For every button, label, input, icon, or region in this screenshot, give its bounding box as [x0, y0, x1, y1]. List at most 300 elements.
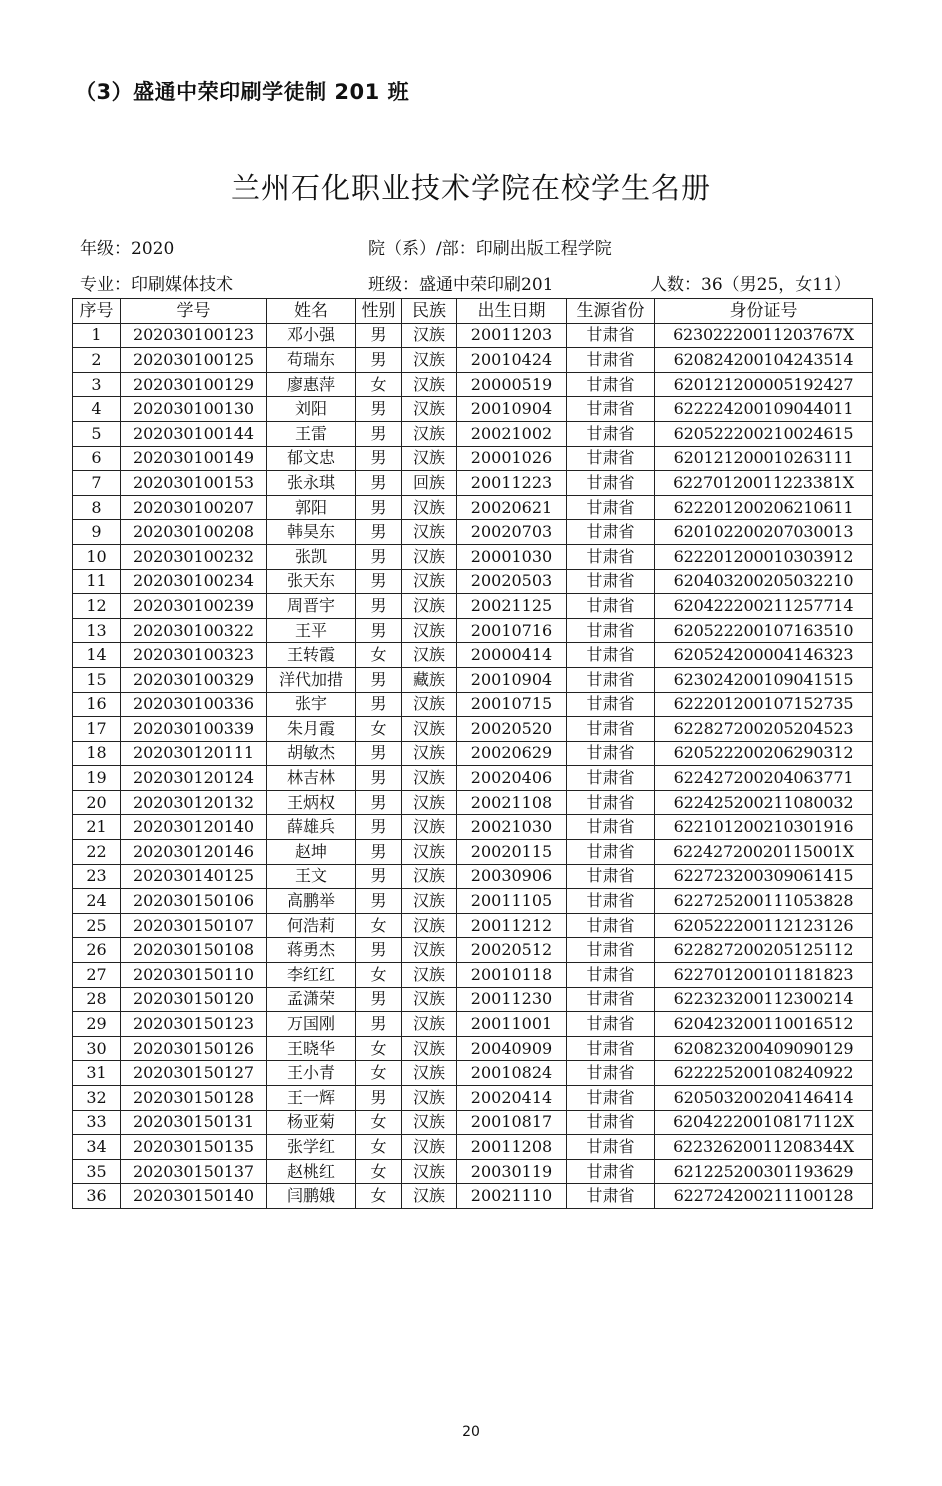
cell-origin-province: 甘肃省 [567, 397, 655, 422]
column-header-ethnicity: 民族 [402, 299, 457, 324]
cell-gender: 男 [356, 397, 402, 422]
cell-gender: 女 [356, 1184, 402, 1209]
table-row [73, 1135, 873, 1160]
cell-ethnicity: 汉族 [402, 1110, 457, 1135]
cell-name: 周晋宇 [267, 594, 356, 619]
cell-student-id: 202030100130 [121, 397, 267, 422]
table-row [73, 569, 873, 594]
cell-gender: 男 [356, 741, 402, 766]
department-label: 院（系）/部：印刷出版工程学院 [368, 239, 612, 259]
cell-name: 王炳权 [267, 790, 356, 815]
cell-name: 何浩莉 [267, 913, 356, 938]
cell-id-card: 622224200109044011 [655, 397, 873, 422]
class-label: 班级：盛通中荣印刷201 [368, 275, 554, 295]
cell-origin-province: 甘肃省 [567, 741, 655, 766]
cell-id-card: 620121200005192427 [655, 372, 873, 397]
table-row [73, 520, 873, 545]
cell-ethnicity: 汉族 [402, 397, 457, 422]
cell-name: 王晓华 [267, 1036, 356, 1061]
cell-gender: 女 [356, 1036, 402, 1061]
cell-birth-date: 20010904 [457, 397, 567, 422]
cell-name: 张永琪 [267, 471, 356, 496]
table-row [73, 1086, 873, 1111]
cell-name: 赵桃红 [267, 1159, 356, 1184]
cell-name: 朱月霞 [267, 717, 356, 742]
cell-origin-province: 甘肃省 [567, 618, 655, 643]
cell-gender: 男 [356, 1012, 402, 1037]
table-row [73, 864, 873, 889]
cell-origin-province: 甘肃省 [567, 1135, 655, 1160]
cell-gender: 男 [356, 421, 402, 446]
cell-ethnicity: 汉族 [402, 963, 457, 988]
cell-origin-province: 甘肃省 [567, 815, 655, 840]
cell-birth-date: 20020520 [457, 717, 567, 742]
cell-index: 17 [73, 717, 121, 742]
cell-student-id: 202030100234 [121, 569, 267, 594]
cell-index: 16 [73, 692, 121, 717]
cell-index: 31 [73, 1061, 121, 1086]
cell-id-card: 620403200205032210 [655, 569, 873, 594]
cell-index: 32 [73, 1086, 121, 1111]
cell-index: 18 [73, 741, 121, 766]
cell-origin-province: 甘肃省 [567, 1036, 655, 1061]
cell-birth-date: 20011212 [457, 913, 567, 938]
cell-id-card: 622425200211080032 [655, 790, 873, 815]
cell-origin-province: 甘肃省 [567, 569, 655, 594]
table-row [73, 643, 873, 668]
cell-id-card: 620423200110016512 [655, 1012, 873, 1037]
cell-name: 王一辉 [267, 1086, 356, 1111]
cell-ethnicity: 汉族 [402, 717, 457, 742]
cell-id-card: 622724200211100128 [655, 1184, 873, 1209]
cell-index: 23 [73, 864, 121, 889]
cell-gender: 男 [356, 815, 402, 840]
cell-index: 12 [73, 594, 121, 619]
cell-name: 李红红 [267, 963, 356, 988]
cell-gender: 男 [356, 618, 402, 643]
cell-student-id: 202030150108 [121, 938, 267, 963]
cell-origin-province: 甘肃省 [567, 913, 655, 938]
cell-name: 洋代加措 [267, 667, 356, 692]
cell-name: 王文 [267, 864, 356, 889]
major-label: 专业：印刷媒体技术 [80, 275, 233, 295]
cell-id-card: 622101200210301916 [655, 815, 873, 840]
cell-student-id: 202030150131 [121, 1110, 267, 1135]
cell-name: 廖惠萍 [267, 372, 356, 397]
cell-index: 26 [73, 938, 121, 963]
cell-name: 张天东 [267, 569, 356, 594]
cell-student-id: 202030150140 [121, 1184, 267, 1209]
cell-id-card: 620102200207030013 [655, 520, 873, 545]
cell-index: 11 [73, 569, 121, 594]
cell-name: 薛雄兵 [267, 815, 356, 840]
cell-gender: 男 [356, 840, 402, 865]
cell-ethnicity: 汉族 [402, 987, 457, 1012]
table-row [73, 372, 873, 397]
cell-ethnicity: 汉族 [402, 495, 457, 520]
cell-ethnicity: 汉族 [402, 1135, 457, 1160]
cell-birth-date: 20020621 [457, 495, 567, 520]
cell-ethnicity: 汉族 [402, 889, 457, 914]
cell-student-id: 202030120132 [121, 790, 267, 815]
cell-gender: 男 [356, 446, 402, 471]
cell-gender: 男 [356, 667, 402, 692]
table-row [73, 421, 873, 446]
column-header-gender: 性别 [356, 299, 402, 324]
cell-origin-province: 甘肃省 [567, 1012, 655, 1037]
table-row [73, 1012, 873, 1037]
cell-origin-province: 甘肃省 [567, 471, 655, 496]
cell-name: 闫鹏娥 [267, 1184, 356, 1209]
table-row [73, 446, 873, 471]
cell-ethnicity: 汉族 [402, 446, 457, 471]
cell-ethnicity: 汉族 [402, 1086, 457, 1111]
cell-index: 4 [73, 397, 121, 422]
cell-gender: 男 [356, 987, 402, 1012]
cell-student-id: 202030100329 [121, 667, 267, 692]
column-header-student-id: 学号 [121, 299, 267, 324]
cell-name: 郭阳 [267, 495, 356, 520]
cell-origin-province: 甘肃省 [567, 348, 655, 373]
cell-index: 5 [73, 421, 121, 446]
cell-index: 8 [73, 495, 121, 520]
cell-name: 高鹏举 [267, 889, 356, 914]
cell-name: 郁文忠 [267, 446, 356, 471]
table-row [73, 544, 873, 569]
cell-student-id: 202030150137 [121, 1159, 267, 1184]
cell-index: 33 [73, 1110, 121, 1135]
cell-ethnicity: 汉族 [402, 1012, 457, 1037]
cell-student-id: 202030120124 [121, 766, 267, 791]
table-row [73, 1061, 873, 1086]
cell-index: 28 [73, 987, 121, 1012]
section-title: （3）盛通中荣印刷学徒制 201 班 [75, 80, 410, 104]
cell-gender: 女 [356, 372, 402, 397]
cell-name: 韩昊东 [267, 520, 356, 545]
cell-name: 张宇 [267, 692, 356, 717]
cell-name: 王小青 [267, 1061, 356, 1086]
cell-gender: 女 [356, 1159, 402, 1184]
cell-ethnicity: 汉族 [402, 421, 457, 446]
cell-name: 邓小强 [267, 323, 356, 348]
cell-name: 林吉林 [267, 766, 356, 791]
cell-index: 30 [73, 1036, 121, 1061]
table-row [73, 938, 873, 963]
document-title: 兰州石化职业技术学院在校学生名册 [230, 171, 711, 205]
cell-origin-province: 甘肃省 [567, 938, 655, 963]
cell-index: 9 [73, 520, 121, 545]
cell-ethnicity: 汉族 [402, 913, 457, 938]
cell-ethnicity: 汉族 [402, 643, 457, 668]
cell-index: 13 [73, 618, 121, 643]
cell-birth-date: 20021030 [457, 815, 567, 840]
cell-student-id: 202030100123 [121, 323, 267, 348]
cell-ethnicity: 汉族 [402, 864, 457, 889]
cell-gender: 女 [356, 913, 402, 938]
cell-id-card: 622427200204063771 [655, 766, 873, 791]
cell-birth-date: 20040909 [457, 1036, 567, 1061]
cell-student-id: 202030150110 [121, 963, 267, 988]
table-row [73, 692, 873, 717]
cell-id-card: 62270120011223381X [655, 471, 873, 496]
cell-gender: 男 [356, 766, 402, 791]
cell-name: 蒋勇杰 [267, 938, 356, 963]
cell-gender: 男 [356, 520, 402, 545]
cell-origin-province: 甘肃省 [567, 1086, 655, 1111]
cell-id-card: 62042220010817112X [655, 1110, 873, 1135]
cell-origin-province: 甘肃省 [567, 963, 655, 988]
cell-index: 25 [73, 913, 121, 938]
cell-gender: 男 [356, 1086, 402, 1111]
cell-origin-province: 甘肃省 [567, 495, 655, 520]
cell-id-card: 620522200112123126 [655, 913, 873, 938]
cell-ethnicity: 汉族 [402, 790, 457, 815]
cell-student-id: 202030100129 [121, 372, 267, 397]
cell-name: 孟潇荣 [267, 987, 356, 1012]
column-header-index: 序号 [73, 299, 121, 324]
cell-student-id: 202030100322 [121, 618, 267, 643]
cell-origin-province: 甘肃省 [567, 840, 655, 865]
cell-index: 14 [73, 643, 121, 668]
cell-index: 34 [73, 1135, 121, 1160]
cell-origin-province: 甘肃省 [567, 1159, 655, 1184]
cell-gender: 男 [356, 323, 402, 348]
cell-student-id: 202030120146 [121, 840, 267, 865]
table-row [73, 348, 873, 373]
cell-name: 万国刚 [267, 1012, 356, 1037]
cell-student-id: 202030100153 [121, 471, 267, 496]
cell-birth-date: 20011230 [457, 987, 567, 1012]
cell-ethnicity: 藏族 [402, 667, 457, 692]
cell-birth-date: 20010715 [457, 692, 567, 717]
cell-id-card: 622201200010303912 [655, 544, 873, 569]
cell-origin-province: 甘肃省 [567, 323, 655, 348]
cell-id-card: 622323200112300214 [655, 987, 873, 1012]
cell-gender: 男 [356, 938, 402, 963]
cell-origin-province: 甘肃省 [567, 421, 655, 446]
table-row [73, 790, 873, 815]
cell-gender: 女 [356, 643, 402, 668]
cell-student-id: 202030100339 [121, 717, 267, 742]
cell-birth-date: 20030119 [457, 1159, 567, 1184]
cell-index: 1 [73, 323, 121, 348]
cell-index: 10 [73, 544, 121, 569]
table-row [73, 913, 873, 938]
cell-origin-province: 甘肃省 [567, 987, 655, 1012]
student-count-label: 人数：36（男25，女11） [650, 275, 851, 295]
table-row [73, 1159, 873, 1184]
cell-ethnicity: 汉族 [402, 1159, 457, 1184]
cell-index: 3 [73, 372, 121, 397]
cell-ethnicity: 汉族 [402, 544, 457, 569]
cell-origin-province: 甘肃省 [567, 446, 655, 471]
cell-student-id: 202030100323 [121, 643, 267, 668]
cell-birth-date: 20010118 [457, 963, 567, 988]
cell-gender: 男 [356, 471, 402, 496]
table-row [73, 889, 873, 914]
cell-gender: 男 [356, 889, 402, 914]
cell-ethnicity: 汉族 [402, 938, 457, 963]
table-row [73, 397, 873, 422]
cell-index: 24 [73, 889, 121, 914]
cell-birth-date: 20011223 [457, 471, 567, 496]
cell-gender: 女 [356, 1135, 402, 1160]
cell-ethnicity: 汉族 [402, 1184, 457, 1209]
cell-id-card: 620522200206290312 [655, 741, 873, 766]
cell-birth-date: 20020115 [457, 840, 567, 865]
cell-index: 22 [73, 840, 121, 865]
cell-gender: 男 [356, 495, 402, 520]
cell-birth-date: 20030906 [457, 864, 567, 889]
cell-birth-date: 20001030 [457, 544, 567, 569]
cell-name: 胡敏杰 [267, 741, 356, 766]
cell-student-id: 202030150135 [121, 1135, 267, 1160]
table-row [73, 618, 873, 643]
cell-origin-province: 甘肃省 [567, 1184, 655, 1209]
cell-origin-province: 甘肃省 [567, 692, 655, 717]
cell-student-id: 202030100125 [121, 348, 267, 373]
cell-gender: 男 [356, 569, 402, 594]
cell-ethnicity: 汉族 [402, 766, 457, 791]
table-header-row [73, 299, 873, 324]
cell-student-id: 202030150120 [121, 987, 267, 1012]
cell-id-card: 623024200109041515 [655, 667, 873, 692]
cell-birth-date: 20010904 [457, 667, 567, 692]
cell-birth-date: 20020703 [457, 520, 567, 545]
cell-birth-date: 20000414 [457, 643, 567, 668]
cell-index: 2 [73, 348, 121, 373]
cell-birth-date: 20021002 [457, 421, 567, 446]
cell-ethnicity: 汉族 [402, 692, 457, 717]
cell-origin-province: 甘肃省 [567, 889, 655, 914]
cell-ethnicity: 汉族 [402, 348, 457, 373]
table-row [73, 471, 873, 496]
cell-ethnicity: 汉族 [402, 1061, 457, 1086]
cell-ethnicity: 汉族 [402, 520, 457, 545]
table-row [73, 963, 873, 988]
cell-id-card: 622201200107152735 [655, 692, 873, 717]
cell-origin-province: 甘肃省 [567, 1061, 655, 1086]
cell-ethnicity: 回族 [402, 471, 457, 496]
cell-index: 15 [73, 667, 121, 692]
cell-id-card: 62242720020115001X [655, 840, 873, 865]
cell-id-card: 620522200210024615 [655, 421, 873, 446]
cell-origin-province: 甘肃省 [567, 643, 655, 668]
cell-id-card: 620824200104243514 [655, 348, 873, 373]
cell-birth-date: 20020406 [457, 766, 567, 791]
cell-id-card: 620422200211257714 [655, 594, 873, 619]
cell-ethnicity: 汉族 [402, 1036, 457, 1061]
cell-name: 王平 [267, 618, 356, 643]
cell-birth-date: 20010716 [457, 618, 567, 643]
cell-name: 张凯 [267, 544, 356, 569]
column-header-name: 姓名 [267, 299, 356, 324]
table-row [73, 1036, 873, 1061]
cell-student-id: 202030120111 [121, 741, 267, 766]
cell-index: 36 [73, 1184, 121, 1209]
cell-student-id: 202030120140 [121, 815, 267, 840]
cell-student-id: 202030150123 [121, 1012, 267, 1037]
cell-index: 19 [73, 766, 121, 791]
table-row [73, 717, 873, 742]
grade-label: 年级：2020 [80, 239, 175, 259]
cell-name: 杨亚菊 [267, 1110, 356, 1135]
cell-birth-date: 20021110 [457, 1184, 567, 1209]
cell-id-card: 62232620011208344X [655, 1135, 873, 1160]
cell-id-card: 622201200206210611 [655, 495, 873, 520]
column-header-id-card: 身份证号 [655, 299, 873, 324]
cell-index: 35 [73, 1159, 121, 1184]
cell-gender: 女 [356, 963, 402, 988]
cell-student-id: 202030100208 [121, 520, 267, 545]
page-number: 20 [462, 1424, 480, 1440]
cell-id-card: 620823200409090129 [655, 1036, 873, 1061]
cell-id-card: 620121200010263111 [655, 446, 873, 471]
cell-student-id: 202030100144 [121, 421, 267, 446]
cell-ethnicity: 汉族 [402, 815, 457, 840]
cell-birth-date: 20010824 [457, 1061, 567, 1086]
table-row [73, 815, 873, 840]
cell-gender: 男 [356, 864, 402, 889]
cell-student-id: 202030150106 [121, 889, 267, 914]
cell-ethnicity: 汉族 [402, 618, 457, 643]
cell-gender: 女 [356, 717, 402, 742]
cell-origin-province: 甘肃省 [567, 667, 655, 692]
cell-origin-province: 甘肃省 [567, 594, 655, 619]
cell-index: 27 [73, 963, 121, 988]
cell-id-card: 622725200111053828 [655, 889, 873, 914]
cell-index: 29 [73, 1012, 121, 1037]
cell-id-card: 620522200107163510 [655, 618, 873, 643]
cell-id-card: 622723200309061415 [655, 864, 873, 889]
cell-id-card: 620524200004146323 [655, 643, 873, 668]
cell-student-id: 202030150127 [121, 1061, 267, 1086]
cell-student-id: 202030140125 [121, 864, 267, 889]
column-header-origin-province: 生源省份 [567, 299, 655, 324]
cell-ethnicity: 汉族 [402, 323, 457, 348]
table-row [73, 594, 873, 619]
student-roster-table [72, 298, 873, 1209]
cell-student-id: 202030100232 [121, 544, 267, 569]
table-row [73, 766, 873, 791]
table-body [73, 323, 873, 1208]
cell-gender: 女 [356, 1061, 402, 1086]
cell-name: 刘阳 [267, 397, 356, 422]
cell-origin-province: 甘肃省 [567, 717, 655, 742]
cell-index: 21 [73, 815, 121, 840]
cell-id-card: 622701200101181823 [655, 963, 873, 988]
cell-student-id: 202030100149 [121, 446, 267, 471]
cell-ethnicity: 汉族 [402, 741, 457, 766]
table-row [73, 1184, 873, 1209]
cell-name: 张学红 [267, 1135, 356, 1160]
table-row [73, 1110, 873, 1135]
cell-birth-date: 20011001 [457, 1012, 567, 1037]
cell-student-id: 202030100239 [121, 594, 267, 619]
table-row [73, 667, 873, 692]
cell-id-card: 620503200204146414 [655, 1086, 873, 1111]
cell-gender: 男 [356, 692, 402, 717]
cell-birth-date: 20010424 [457, 348, 567, 373]
table-row [73, 840, 873, 865]
cell-name: 王转霞 [267, 643, 356, 668]
cell-gender: 男 [356, 348, 402, 373]
cell-birth-date: 20021108 [457, 790, 567, 815]
table-row [73, 495, 873, 520]
cell-student-id: 202030100207 [121, 495, 267, 520]
cell-origin-province: 甘肃省 [567, 766, 655, 791]
cell-ethnicity: 汉族 [402, 594, 457, 619]
